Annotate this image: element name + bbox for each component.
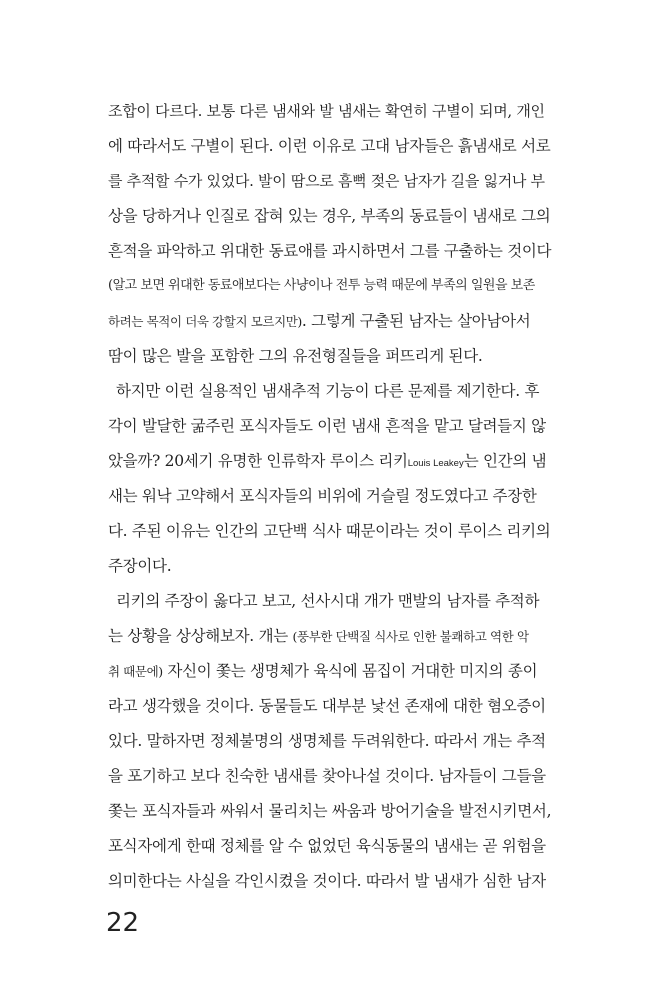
text-line-9: 하지만 이런 실용적인 냄새추적 기능이 다른 문제를 제기한다. 후 <box>116 382 540 400</box>
text-line-2: 에 따라서도 구별이 된다. 이런 이유로 고대 남자들은 흙냄새로 서로 <box>108 137 551 155</box>
text-line-8: 땀이 많은 발을 포함한 그의 유전형질들을 퍼뜨리게 된다. <box>108 347 483 365</box>
text-line-15: 리키의 주장이 옳다고 보고, 선사시대 개가 맨발의 남자를 추적하 <box>116 592 540 610</box>
text-line-7: 하려는 목적이 더욱 강할지 모르지만). 그렇게 구출된 남자는 살아남아서 <box>108 312 531 330</box>
text-line-5: 흔적을 파악하고 위대한 동료애를 과시하면서 그를 구출하는 것이다 <box>108 242 552 260</box>
text-line-14: 주장이다. <box>108 557 172 575</box>
text-line-11: 았을까? 20세기 유명한 인류학자 루이스 리키Louis Leakey는 인간의 냄 <box>108 452 547 470</box>
page-number: 22 <box>106 908 140 938</box>
text-line-3: 를 추적할 수가 있었다. 발이 땀으로 흠뻑 젖은 남자가 길을 잃거나 부 <box>108 172 545 190</box>
text-line-21: 쫓는 포식자들과 싸워서 물리치는 싸움과 방어기술을 발전시키면서, <box>108 802 552 820</box>
text-line-13: 다. 주된 이유는 인간의 고단백 식사 때문이라는 것이 루이스 리키의 <box>108 522 551 540</box>
text-line-10: 각이 발달한 굶주린 포식자들도 이런 냄새 흔적을 맡고 달려들지 않 <box>108 417 546 435</box>
text-line-6: (알고 보면 위대한 동료애보다는 사냥이나 전투 능력 때문에 부족의 일원을 보존 <box>108 278 535 293</box>
text-line-19: 있다. 말하자면 정체불명의 생명체를 두려워한다. 따라서 개는 추적 <box>108 732 546 750</box>
text-line-4: 상을 당하거나 인질로 잡혀 있는 경우, 부족의 동료들이 냄새로 그의 <box>108 207 551 225</box>
text-line-20: 을 포기하고 보다 친숙한 냄새를 찾아나설 것이다. 남자들이 그들을 <box>108 767 546 785</box>
text-line-18: 라고 생각했을 것이다. 동물들도 대부분 낯선 존재에 대한 혐오증이 <box>108 697 546 715</box>
text-line-17: 취 때문에) 자신이 쫓는 생명체가 육식에 몸집이 거대한 미지의 종이 <box>108 662 538 680</box>
text-line-1: 조합이 다르다. 보통 다른 냄새와 발 냄새는 확연히 구별이 되며, 개인 <box>108 102 545 120</box>
text-line-16: 는 상황을 상상해보자. 개는 (풍부한 단백질 식사로 인한 불쾌하고 역한 악 <box>108 627 529 645</box>
text-line-23: 의미한다는 사실을 각인시켰을 것이다. 따라서 발 냄새가 심한 남자 <box>108 872 546 890</box>
text-line-22: 포식자에게 한때 정체를 알 수 없었던 육식동물의 냄새는 곧 위험을 <box>108 837 546 855</box>
text-line-12: 새는 워낙 고약해서 포식자들의 비위에 거슬릴 정도였다고 주장한 <box>108 487 537 505</box>
